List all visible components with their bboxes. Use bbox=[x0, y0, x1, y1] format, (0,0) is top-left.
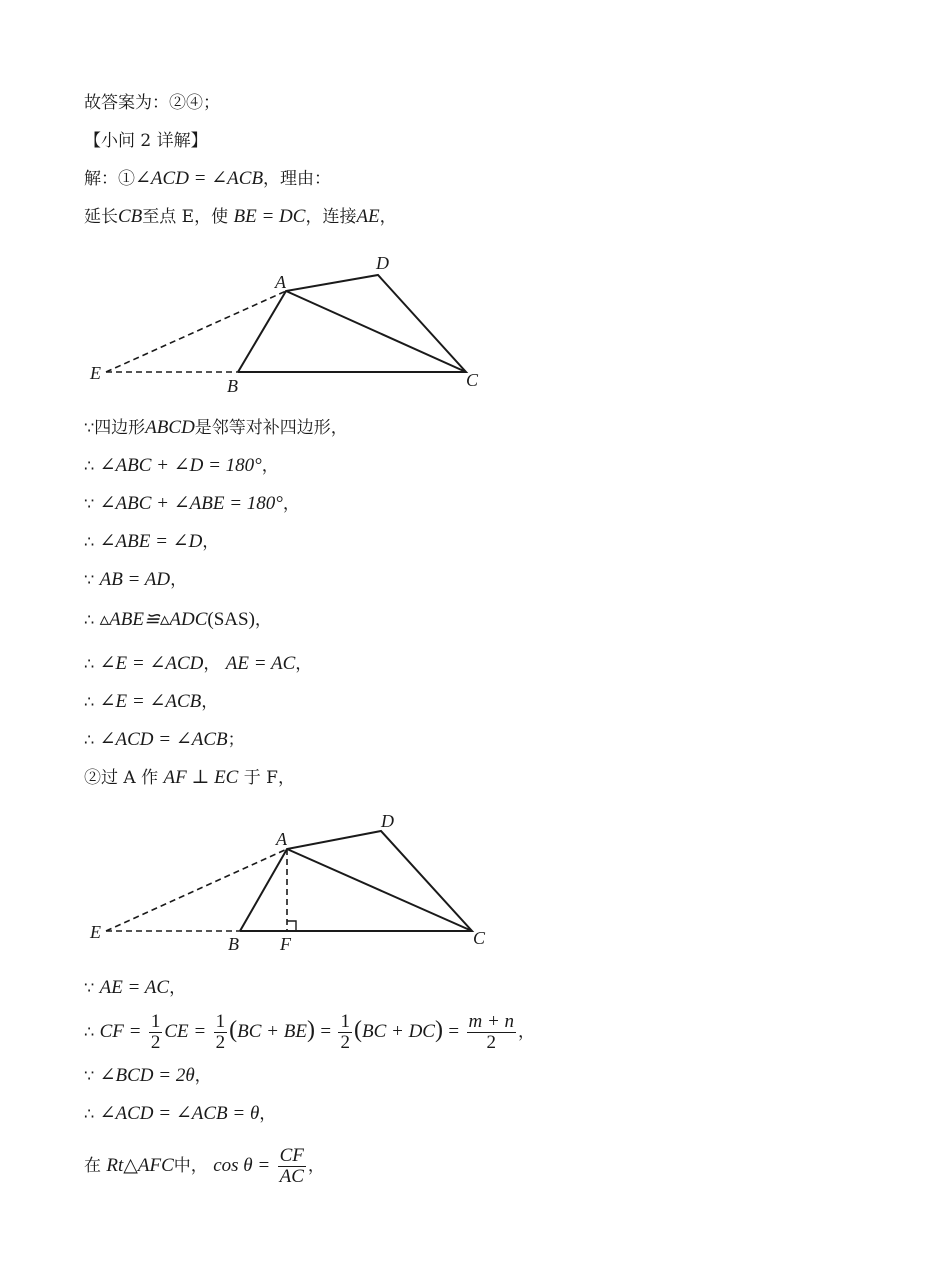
text-segment: ； bbox=[227, 730, 245, 750]
math-segment: ∠ABC + ∠D = 180° bbox=[99, 455, 262, 476]
fraction-numerator: 1 bbox=[150, 1011, 161, 1032]
text-segment: ②过 A 作 bbox=[84, 768, 159, 788]
math-segment: AB = AD bbox=[99, 569, 171, 590]
text-segment: ， bbox=[169, 978, 187, 998]
fraction-denominator: 2 bbox=[340, 1032, 350, 1053]
fraction-cf-over-ac bbox=[278, 1146, 306, 1187]
fraction-half bbox=[338, 1012, 352, 1053]
because-symbol: ∵ bbox=[84, 418, 95, 437]
text-segment: ， bbox=[194, 1066, 212, 1086]
therefore-symbol: ∴ bbox=[84, 610, 95, 629]
text-segment: ， bbox=[201, 692, 219, 712]
segment-EA bbox=[106, 849, 287, 931]
geometry-figure-2 bbox=[84, 806, 504, 958]
math-segment: CB bbox=[118, 206, 143, 227]
congruence-reason: (SAS) bbox=[207, 609, 255, 630]
therefore-symbol: ∴ bbox=[84, 654, 95, 673]
math-segment: BC + DC bbox=[361, 1021, 435, 1042]
math-segment: CE = bbox=[164, 1021, 207, 1042]
fraction-denominator: 2 bbox=[150, 1032, 161, 1053]
text-segment: ， bbox=[261, 456, 279, 476]
math-segment: BC + BE bbox=[237, 1021, 307, 1042]
math-segment: Rt△AFC bbox=[106, 1155, 174, 1176]
right-angle-mark bbox=[287, 921, 296, 931]
solution-line-1 bbox=[84, 168, 331, 190]
step-line bbox=[84, 729, 245, 751]
math-segment: AF ⊥ EC bbox=[163, 767, 239, 788]
step-line bbox=[84, 531, 219, 553]
therefore-symbol: ∴ bbox=[84, 1022, 95, 1041]
math-segment: ∠ABE = ∠D bbox=[99, 531, 203, 552]
step-line bbox=[84, 653, 312, 675]
equals-sign: = bbox=[448, 1021, 460, 1042]
step-line bbox=[84, 417, 348, 439]
fraction-half bbox=[214, 1012, 228, 1053]
solution-prefix: 解：① bbox=[84, 169, 135, 189]
text-segment: 四边形 bbox=[94, 418, 146, 438]
because-symbol: ∵ bbox=[84, 1066, 95, 1085]
because-symbol: ∵ bbox=[84, 494, 95, 513]
fraction-numerator: m + n bbox=[468, 1011, 515, 1032]
therefore-symbol: ∴ bbox=[84, 532, 95, 551]
text-segment: 至点 E，使 bbox=[142, 207, 229, 227]
segment-EA bbox=[106, 291, 286, 372]
answer-line bbox=[84, 92, 220, 114]
text-segment: 于 F， bbox=[243, 768, 295, 788]
text-segment: 是邻等对补四边形， bbox=[194, 418, 348, 438]
math-segment: AE = AC bbox=[225, 653, 296, 674]
label-E: E bbox=[90, 363, 101, 383]
therefore-symbol: ∴ bbox=[84, 692, 95, 711]
math-segment: CF = bbox=[99, 1021, 142, 1042]
construction-line bbox=[84, 206, 397, 228]
math-segment: ∠ACD = ∠ACB = θ bbox=[99, 1103, 260, 1124]
step-line bbox=[84, 455, 279, 477]
step-line bbox=[84, 977, 186, 999]
label-B: B bbox=[228, 934, 239, 954]
text-segment: ，连接 bbox=[305, 207, 357, 227]
text-segment: ， bbox=[259, 1104, 277, 1124]
step-line bbox=[84, 1103, 276, 1125]
reason-label: ，理由： bbox=[263, 169, 332, 189]
text-segment: ， bbox=[254, 610, 272, 630]
cosine-line bbox=[84, 1145, 325, 1187]
label-A: A bbox=[276, 829, 287, 849]
label-A: A bbox=[275, 272, 286, 292]
math-segment: ▵ABE≌▵ADC bbox=[99, 609, 208, 630]
math-segment: BE = DC bbox=[233, 206, 306, 227]
text-segment: ， bbox=[379, 207, 397, 227]
text-segment: ， bbox=[170, 570, 188, 590]
text-segment: ， bbox=[203, 654, 221, 674]
math-segment: AE = AC bbox=[99, 977, 170, 998]
answer-text: 故答案为：②④； bbox=[84, 93, 220, 113]
diagonal-AC bbox=[286, 291, 466, 372]
left-paren: ( bbox=[229, 1017, 238, 1043]
text-segment: 中， bbox=[173, 1156, 208, 1176]
label-D: D bbox=[381, 811, 394, 831]
math-segment: ∠E = ∠ACB bbox=[99, 691, 202, 712]
math-segment: ABCD bbox=[145, 417, 195, 438]
diagonal-AC bbox=[287, 849, 472, 931]
fraction-half bbox=[149, 1012, 163, 1053]
fraction-numerator: 1 bbox=[215, 1011, 226, 1032]
fraction-denominator: AC bbox=[279, 1166, 304, 1187]
therefore-symbol: ∴ bbox=[84, 1104, 95, 1123]
right-paren: ) bbox=[306, 1017, 315, 1043]
section-heading-text: 【小问 2 详解】 bbox=[84, 131, 208, 151]
left-paren: ( bbox=[353, 1017, 362, 1043]
step-line bbox=[84, 1065, 212, 1087]
label-F: F bbox=[280, 934, 291, 954]
text-segment: ， bbox=[518, 1022, 536, 1042]
equals-sign: = bbox=[320, 1021, 332, 1042]
math-segment: ∠BCD = 2θ bbox=[99, 1065, 195, 1086]
section-heading bbox=[84, 130, 208, 152]
label-E: E bbox=[90, 922, 101, 942]
text-segment: 在 bbox=[84, 1156, 101, 1176]
text-segment: 延长 bbox=[84, 207, 118, 227]
fraction-numerator: CF bbox=[279, 1145, 304, 1166]
claim-formula: ∠ACD = ∠ACB bbox=[135, 168, 264, 189]
therefore-symbol: ∴ bbox=[84, 730, 95, 749]
text-segment: ， bbox=[202, 532, 220, 552]
fraction-denominator: 2 bbox=[215, 1032, 226, 1053]
math-segment: cos θ = bbox=[213, 1155, 271, 1176]
text-segment: ， bbox=[282, 494, 300, 514]
math-segment: ∠ACD = ∠ACB bbox=[99, 729, 228, 750]
because-symbol: ∵ bbox=[84, 570, 95, 589]
text-segment: ， bbox=[307, 1156, 325, 1176]
label-C: C bbox=[473, 928, 486, 948]
right-paren: ) bbox=[434, 1017, 443, 1043]
math-segment: AE bbox=[356, 206, 380, 227]
geometry-figure-1 bbox=[84, 248, 504, 398]
step-line bbox=[84, 569, 187, 591]
label-B: B bbox=[227, 376, 238, 396]
cf-derivation-line bbox=[84, 1009, 535, 1053]
label-C: C bbox=[466, 370, 479, 390]
fraction-denominator: 2 bbox=[486, 1032, 497, 1053]
math-segment: ∠E = ∠ACD bbox=[99, 653, 204, 674]
fraction-numerator: 1 bbox=[340, 1011, 350, 1032]
step-line bbox=[84, 493, 300, 515]
because-symbol: ∵ bbox=[84, 978, 95, 997]
label-D: D bbox=[376, 253, 389, 273]
therefore-symbol: ∴ bbox=[84, 456, 95, 475]
text-segment: ， bbox=[295, 654, 313, 674]
step-line bbox=[84, 767, 295, 789]
fraction-m-plus-n bbox=[467, 1012, 517, 1053]
math-segment: ∠ABC + ∠ABE = 180° bbox=[99, 493, 283, 514]
step-line bbox=[84, 609, 272, 631]
step-line bbox=[84, 691, 218, 713]
